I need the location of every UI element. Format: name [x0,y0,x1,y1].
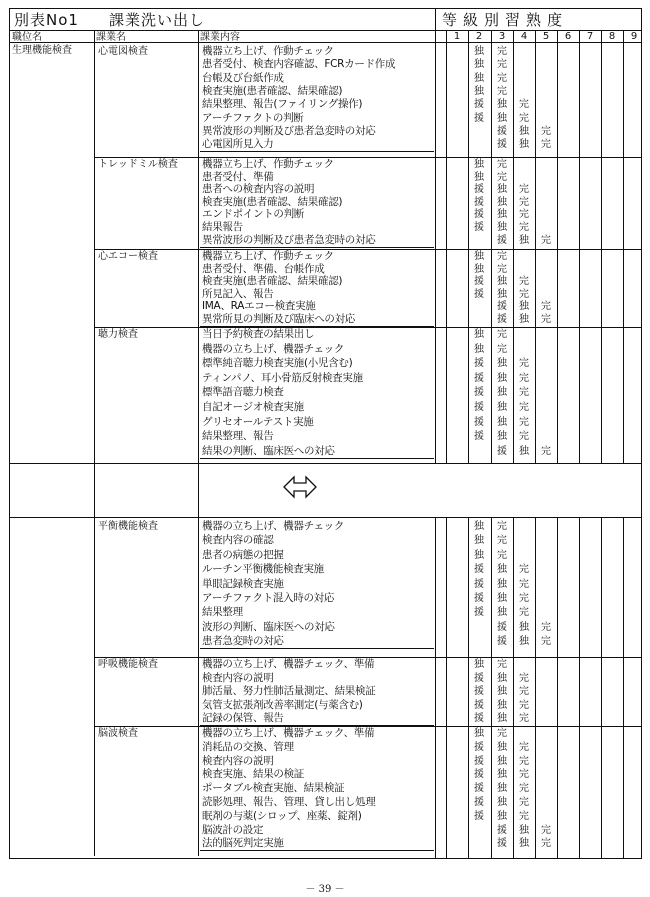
column-header-position: 職位名 [12,32,42,43]
level-column-header: 9 [630,31,638,42]
task-description: 患者受付、検査内容確認、FCRカード作成 [202,58,396,71]
level-mark: 援 [497,824,507,836]
level-column-divider [579,517,580,858]
level-column-header: 2 [475,31,483,42]
level-mark: 完 [519,672,529,684]
level-mark: 援 [474,372,484,384]
level-mark: 完 [541,445,551,457]
level-column-divider [601,517,602,858]
task-description: 肺活量、努力性肺活量測定、結果検証 [202,685,376,698]
level-mark: 完 [497,343,507,355]
level-column-divider [579,30,580,463]
level-mark: 援 [474,276,484,288]
level-mark: 独 [497,99,507,111]
task-description: 台帳及び台紙作成 [202,71,284,84]
category-column-divider [94,30,95,856]
task-description: 結果整理、報告(ファイリング操作) [202,98,363,111]
level-mark: 援 [474,769,484,781]
level-mark: 完 [519,607,529,619]
level-mark: 独 [474,535,484,547]
level-mark: 援 [497,838,507,850]
level-mark: 独 [519,838,529,850]
level-mark: 独 [474,329,484,340]
task-description: 検査実施(患者確認、結果確認) [202,195,343,208]
level-mark: 独 [519,125,529,137]
level-mark: 独 [497,578,507,590]
level-column-divider [535,517,536,858]
level-mark: 援 [497,621,507,633]
level-mark: 援 [474,699,484,711]
level-mark: 援 [474,387,484,399]
category-label: トレッドミル検査 [98,159,178,170]
task-description: 読影処理、報告、管理、貸し出し処理 [202,796,376,808]
level-mark: 独 [497,672,507,684]
task-description: 検査内容の確認 [202,534,274,547]
section-rule [94,249,641,250]
level-mark: 完 [519,797,529,808]
position-name: 生理機能検査 [12,45,72,56]
section-rule [94,327,641,328]
level-column-divider [468,517,469,858]
task-description: 検査実施、結果の検証 [202,768,304,781]
level-mark: 完 [541,234,551,246]
section-break-rule [10,463,641,464]
category-label: 心電図検査 [98,46,148,57]
level-mark: 援 [474,209,484,221]
level-mark: 独 [497,184,507,196]
level-mark: 独 [519,824,529,836]
level-column-divider [557,517,558,858]
level-mark: 独 [497,699,507,711]
level-mark: 独 [497,416,507,428]
level-mark: 独 [519,445,529,457]
task-description: 機器の立ち上げ、機器チェック、準備 [202,658,375,670]
level-mark: 独 [474,59,484,71]
level-mark: 独 [474,521,484,532]
task-description: 結果報告 [202,221,243,233]
task-underline [200,151,434,152]
task-description: 検査内容の説明 [202,671,274,684]
level-mark: 援 [474,288,484,300]
task-description: アーチファクト混入時の対応 [202,592,335,604]
level-column-header: 8 [608,31,616,42]
level-mark: 援 [474,416,484,428]
task-description: 機器立ち上げ、作動チェック [202,45,334,57]
task-description: ポータブル検査実施、結果検証 [202,782,345,795]
level-mark: 独 [519,314,529,325]
content-column-divider [198,30,199,856]
level-mark: 完 [497,59,507,71]
level-mark: 援 [474,564,484,576]
level-mark: 完 [519,755,529,767]
level-mark: 完 [519,578,529,590]
level-column-divider [468,30,469,463]
level-mark: 完 [519,416,529,428]
task-description: 患者受付、準備、台帳作成 [202,262,325,275]
level-column-header: 3 [498,31,506,42]
task-description: エンドポイントの判断 [202,208,304,221]
task-description: 所見記入、報告 [202,287,274,300]
level-mark: 完 [497,72,507,84]
level-column-header: 7 [586,31,594,42]
task-description: 自記オージオ検査実施 [202,401,304,413]
level-mark: 完 [519,358,529,370]
level-mark: 完 [497,329,507,340]
task-description: アーチファクトの判断 [202,111,304,124]
level-mark: 援 [497,125,507,137]
level-mark: 独 [519,636,529,648]
category-label: 脳波検査 [98,728,138,739]
level-mark: 完 [519,431,529,443]
task-description: 異常波形の判断及び患者急変時の対応 [202,124,376,137]
level-mark: 完 [519,196,529,208]
task-description: グリセオールテスト実施 [202,415,314,428]
level-mark: 独 [497,769,507,781]
level-column-divider [513,30,514,463]
task-description: 心電図所見入力 [202,138,274,151]
level-mark: 完 [519,783,529,795]
level-mark: 完 [519,564,529,576]
level-mark: 独 [474,728,484,739]
task-description: 結果の判断、臨床医への対応 [202,444,335,457]
task-description: 機器の立ち上げ、機器チェック [202,520,345,532]
level-mark: 援 [474,607,484,619]
task-description: 単眼記録検査実施 [202,577,284,590]
level-mark: 独 [474,46,484,57]
task-description: ティンパノ、耳小骨筋反射検査実施 [202,371,363,384]
level-mark: 完 [519,810,529,822]
level-mark: 援 [474,222,484,233]
level-mark: 完 [519,288,529,300]
level-column-divider [513,517,514,858]
level-mark: 完 [497,159,507,170]
level-mark: 完 [497,535,507,547]
level-mark: 援 [474,713,484,725]
level-mark: 独 [474,659,484,670]
level-mark: 完 [497,251,507,262]
level-mark: 独 [474,171,484,183]
task-description: 機器の立ち上げ、機器チェック [202,342,345,355]
task-description: 結果整理、報告 [202,430,274,443]
section-break-rule [10,517,641,518]
level-mark: 完 [519,769,529,781]
level-mark: 援 [474,99,484,111]
level-title: 等級別習熟度 [442,11,569,29]
task-description: 消耗品の交換、管理 [202,740,294,753]
level-mark: 援 [474,593,484,604]
level-mark: 完 [519,372,529,384]
level-mark: 完 [519,184,529,196]
level-mark: 独 [497,564,507,576]
level-column-divider [557,30,558,463]
level-mark: 完 [497,263,507,275]
task-underline [200,247,434,248]
task-description: 検査実施(患者確認、結果確認) [202,275,343,288]
form-number: 別表No1 [14,11,79,29]
level-mark: 独 [497,713,507,725]
task-description: 機器の立ち上げ、機器チェック、準備 [202,727,375,739]
level-mark: 完 [519,699,529,711]
level-mark: 独 [519,621,529,633]
task-description: 記録の保管、報告 [202,712,284,725]
level-mark: 完 [497,85,507,97]
level-mark: 独 [474,159,484,170]
level-mark: 援 [497,139,507,151]
level-column-divider [446,30,447,463]
level-mark: 完 [519,112,529,124]
level-column-divider [601,30,602,463]
category-label: 呼吸機能検査 [98,659,158,670]
task-description: IMA、RAエコー検査実施 [202,300,316,313]
level-mark: 援 [497,636,507,648]
level-column-divider [491,30,492,463]
level-mark: 完 [541,314,551,325]
header-rule [446,42,641,43]
level-mark: 援 [474,783,484,795]
level-mark: 完 [519,402,529,413]
task-description: 標準語音聴力検査 [202,386,284,399]
double-arrow-icon [282,472,318,502]
column-header-category: 課業名 [96,32,126,43]
level-mark: 独 [497,209,507,221]
content-right-divider [435,517,436,858]
level-mark: 援 [474,578,484,590]
level-mark: 援 [474,358,484,370]
header-rule [10,30,641,31]
task-description: 検査実施(患者確認、結果確認) [202,84,343,97]
level-mark: 独 [474,549,484,561]
task-description: 結果整理 [202,606,243,619]
level-mark: 援 [474,686,484,698]
level-mark: 独 [497,783,507,795]
level-mark: 援 [474,741,484,753]
task-description: 機器立ち上げ、作動チェック [202,158,334,170]
level-mark: 完 [519,387,529,399]
level-mark: 完 [519,99,529,111]
level-mark: 完 [519,686,529,698]
task-underline [200,648,434,649]
level-mark: 独 [497,402,507,413]
level-mark: 完 [497,659,507,670]
level-mark: 援 [474,755,484,767]
level-mark: 独 [474,343,484,355]
task-description: 波形の判断、臨床医への対応 [202,620,335,633]
level-mark: 援 [474,797,484,808]
level-column-header: 5 [542,31,550,42]
task-description: 眠剤の与薬(シロップ、座薬、錠剤) [202,809,362,822]
task-description: 患者の病態の把握 [202,548,284,561]
level-mark: 独 [497,222,507,233]
task-description: 異常所見の判断及び臨床への対応 [202,313,355,325]
level-mark: 独 [497,196,507,208]
level-mark: 援 [497,314,507,325]
level-mark: 完 [541,824,551,836]
category-label: 聴力検査 [98,329,138,340]
level-mark: 援 [474,196,484,208]
level-mark: 援 [497,234,507,246]
page-number: － 39 － [305,884,345,895]
level-column-divider [446,517,447,858]
level-mark: 完 [497,549,507,561]
level-mark: 独 [497,288,507,300]
level-mark: 援 [474,431,484,443]
task-description: 当日予約検査の結果出し [202,328,315,340]
level-mark: 独 [497,797,507,808]
level-mark: 独 [497,387,507,399]
level-mark: 独 [519,234,529,246]
level-mark: 独 [497,686,507,698]
level-mark: 援 [497,301,507,313]
level-mark: 完 [541,139,551,151]
level-mark: 独 [474,263,484,275]
task-description: 気管支拡張剤改善率測定(与薬含む) [202,698,363,711]
level-mark: 完 [541,636,551,648]
level-column-divider [535,30,536,463]
level-mark: 独 [497,358,507,370]
level-column-header: 6 [564,31,572,42]
level-column-divider [491,517,492,858]
level-mark: 援 [474,112,484,124]
level-mark: 完 [541,621,551,633]
level-column-divider [623,517,624,858]
task-description: 標準純音聴力検査実施(小児含む) [202,357,353,370]
content-right-divider [435,30,436,463]
level-column-header: 1 [453,31,461,42]
category-label: 平衡機能検査 [98,521,158,532]
task-description: 異常波形の判断及び患者急変時の対応 [202,233,376,246]
level-mark: 援 [474,402,484,413]
level-mark: 独 [519,301,529,313]
level-mark: 独 [497,372,507,384]
level-mark: 独 [497,810,507,822]
level-mark: 完 [519,593,529,604]
level-mark: 完 [497,171,507,183]
task-sheet [9,8,642,859]
level-mark: 独 [474,85,484,97]
level-mark: 独 [497,276,507,288]
level-mark: 独 [497,112,507,124]
level-mark: 完 [519,713,529,725]
level-mark: 完 [541,301,551,313]
level-mark: 独 [497,593,507,604]
level-mark: 完 [519,222,529,233]
level-mark: 独 [519,139,529,151]
level-mark: 完 [541,125,551,137]
category-label: 心エコー検査 [98,251,158,262]
task-underline [200,850,434,851]
level-mark: 独 [497,741,507,753]
task-underline [200,458,434,459]
level-mark: 独 [474,251,484,262]
task-description: 検査内容の説明 [202,754,274,767]
section-rule [94,157,641,158]
level-mark: 完 [497,46,507,57]
task-description: 脳波計の設定 [202,823,264,836]
level-mark: 独 [497,607,507,619]
level-mark: 援 [474,184,484,196]
task-description: 患者への検査内容の説明 [202,183,315,196]
level-mark: 独 [497,755,507,767]
column-header-content: 課業内容 [200,32,240,43]
level-mark: 援 [474,810,484,822]
level-column-header: 4 [520,31,528,42]
level-mark: 完 [497,728,507,739]
level-mark: 完 [541,838,551,850]
level-mark: 独 [474,72,484,84]
task-description: ルーチン平衡機能検査実施 [202,563,324,576]
task-description: 患者受付、準備 [202,170,274,183]
level-mark: 完 [497,521,507,532]
task-description: 法的脳死判定実施 [202,837,284,850]
task-description: 機器立ち上げ、作動チェック [202,250,334,262]
sheet-title: 課業洗い出し [109,11,206,29]
level-mark: 援 [497,445,507,457]
level-mark: 援 [474,672,484,684]
level-mark: 独 [497,431,507,443]
level-mark: 完 [519,741,529,753]
level-mark: 完 [519,276,529,288]
task-description: 患者急変時の対応 [202,635,284,648]
level-column-divider [623,30,624,463]
level-mark: 完 [519,209,529,221]
